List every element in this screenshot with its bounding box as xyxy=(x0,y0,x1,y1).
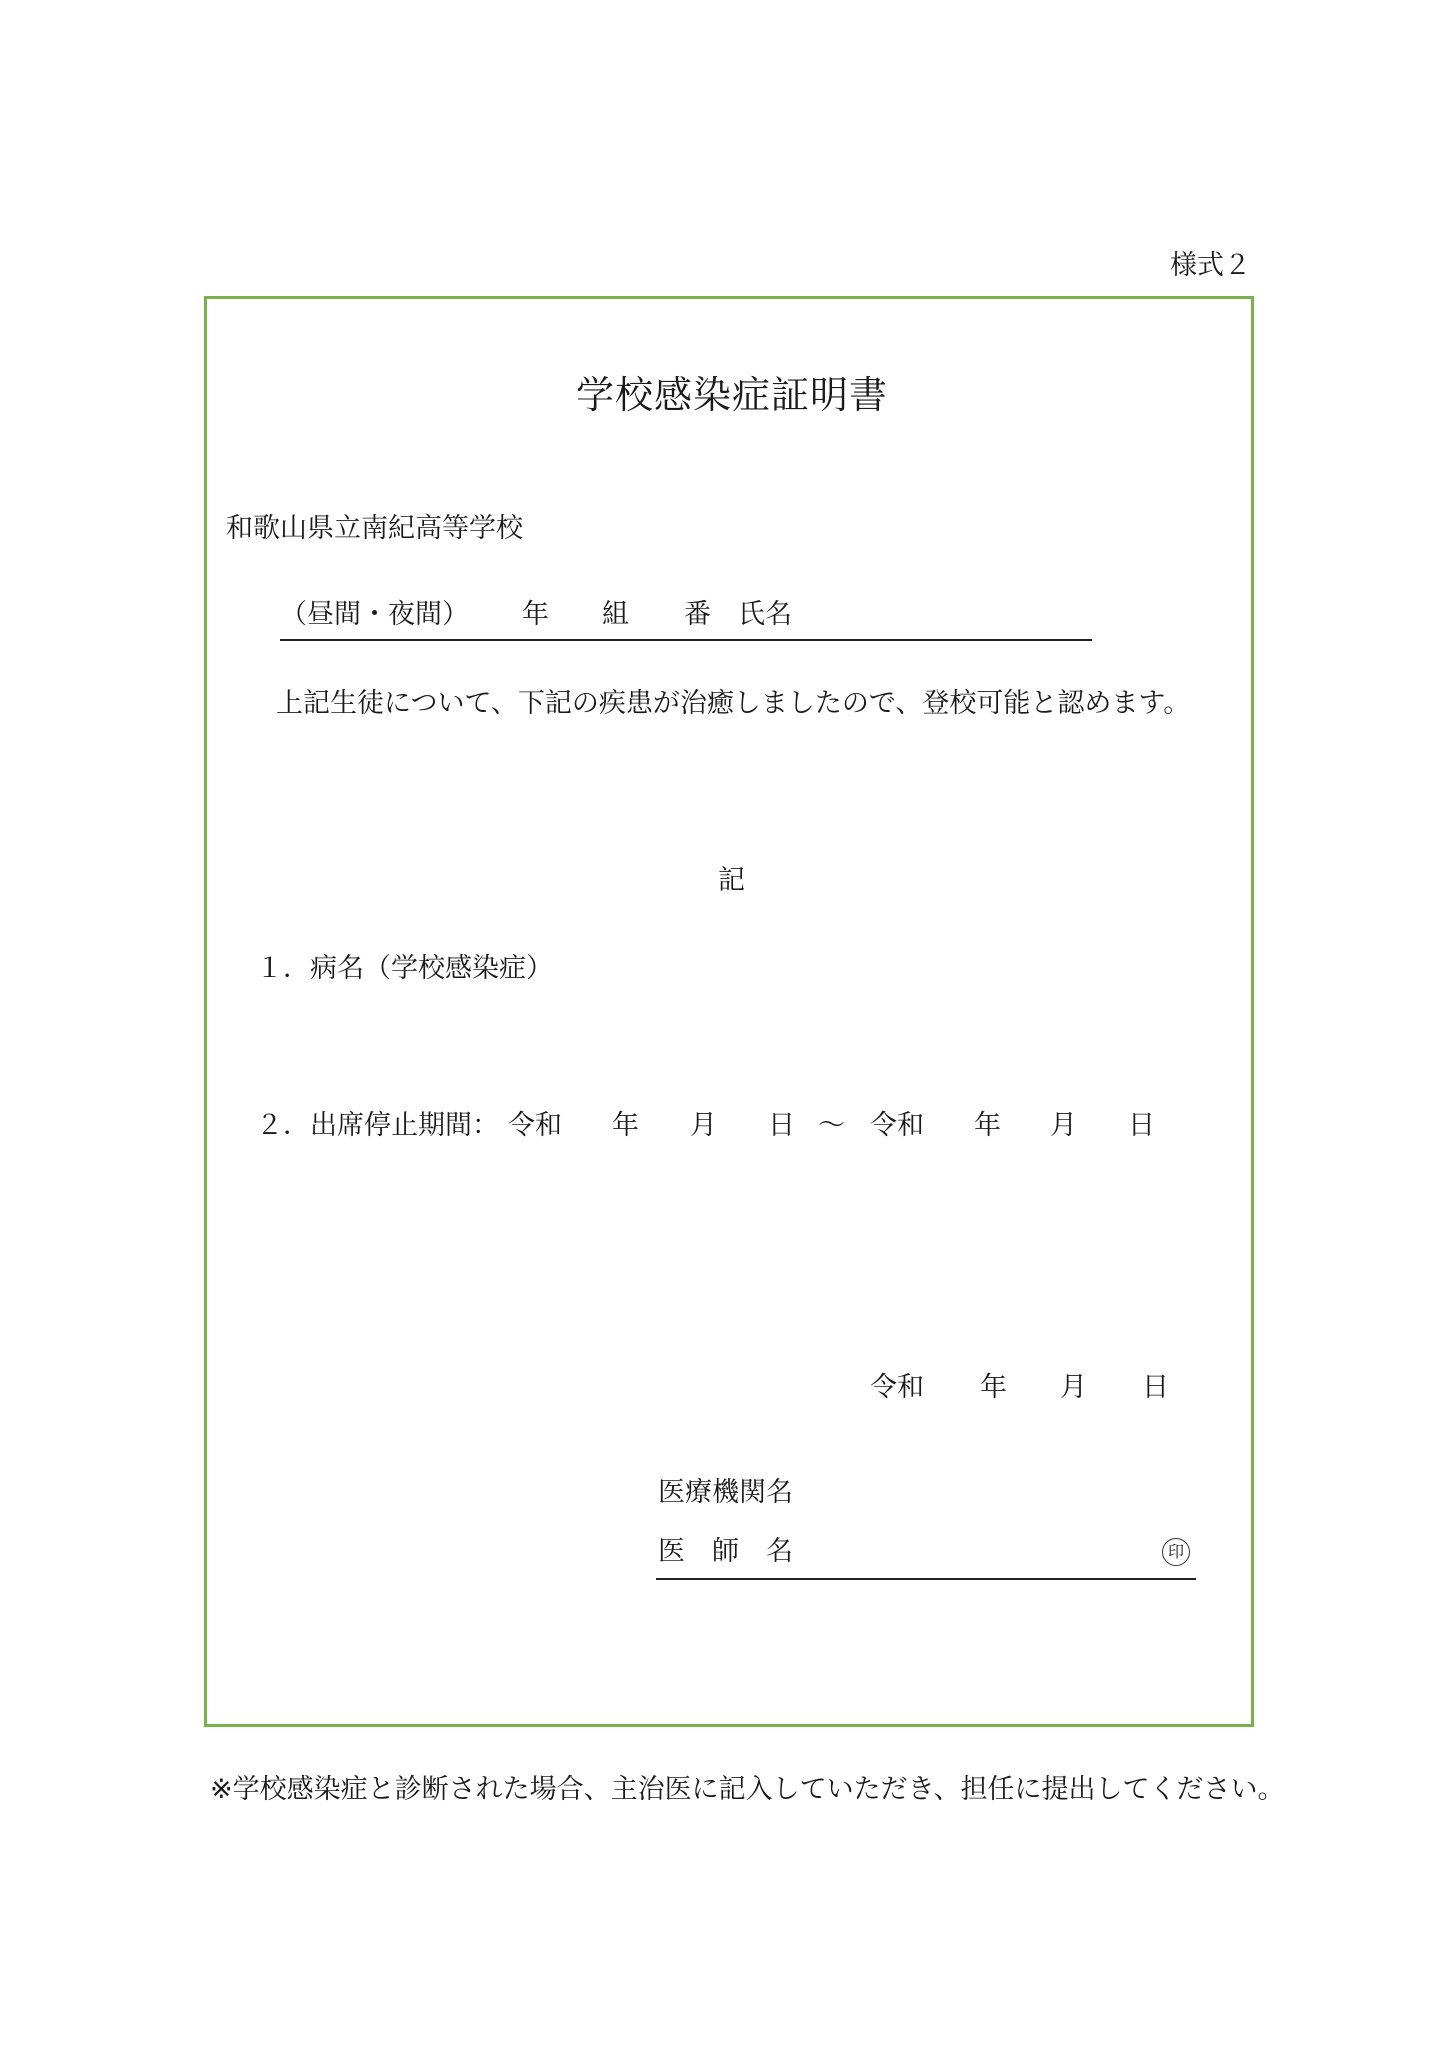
to-day[interactable]: 日 xyxy=(1128,1110,1155,1141)
issue-era: 令和 xyxy=(870,1372,924,1403)
to-year[interactable]: 年 xyxy=(974,1110,1001,1141)
school-name: 和歌山県立南紀高等学校 xyxy=(226,513,523,544)
class-label: 組 xyxy=(602,599,629,630)
memo-heading: 記 xyxy=(718,865,745,896)
student-name-label: 氏名 xyxy=(738,599,792,630)
doctor-name-label: 医 師 名 xyxy=(658,1536,793,1567)
certificate-frame xyxy=(204,296,1254,1727)
from-month[interactable]: 月 xyxy=(690,1110,717,1141)
from-era: 令和 xyxy=(508,1110,562,1141)
suspension-period-label: ２．出席停止期間： xyxy=(256,1110,499,1141)
from-day[interactable]: 日 xyxy=(768,1110,795,1141)
to-era: 令和 xyxy=(870,1110,924,1141)
footnote: ※学校感染症と診断された場合、主治医に記入していただき、担任に提出してください。 xyxy=(210,1774,1285,1805)
number-label: 番 xyxy=(684,599,711,630)
course-type-label: （昼間・夜間） xyxy=(280,599,469,630)
to-month[interactable]: 月 xyxy=(1050,1110,1077,1141)
from-year[interactable]: 年 xyxy=(612,1110,639,1141)
document-title: 学校感染症証明書 xyxy=(576,373,889,417)
form-number-label: 様式２ xyxy=(1170,250,1251,281)
issue-year[interactable]: 年 xyxy=(980,1372,1007,1403)
doctor-name-line[interactable] xyxy=(656,1538,1196,1580)
seal-icon: 印 xyxy=(1162,1538,1190,1566)
issue-date xyxy=(870,1374,1290,1406)
issue-day[interactable]: 日 xyxy=(1142,1372,1169,1403)
student-info-line[interactable] xyxy=(280,601,1092,641)
suspension-period-item xyxy=(256,1112,1236,1144)
issue-month[interactable]: 月 xyxy=(1060,1372,1087,1403)
medical-institution-label: 医療機関名 xyxy=(658,1477,793,1508)
grade-label: 年 xyxy=(522,599,549,630)
range-tilde: ～ xyxy=(818,1110,845,1141)
disease-name-item: １．病名（学校感染症） xyxy=(256,953,553,984)
certification-statement: 上記生徒について、下記の疾患が治癒しましたので、登校可能と認めます。 xyxy=(276,688,1191,719)
